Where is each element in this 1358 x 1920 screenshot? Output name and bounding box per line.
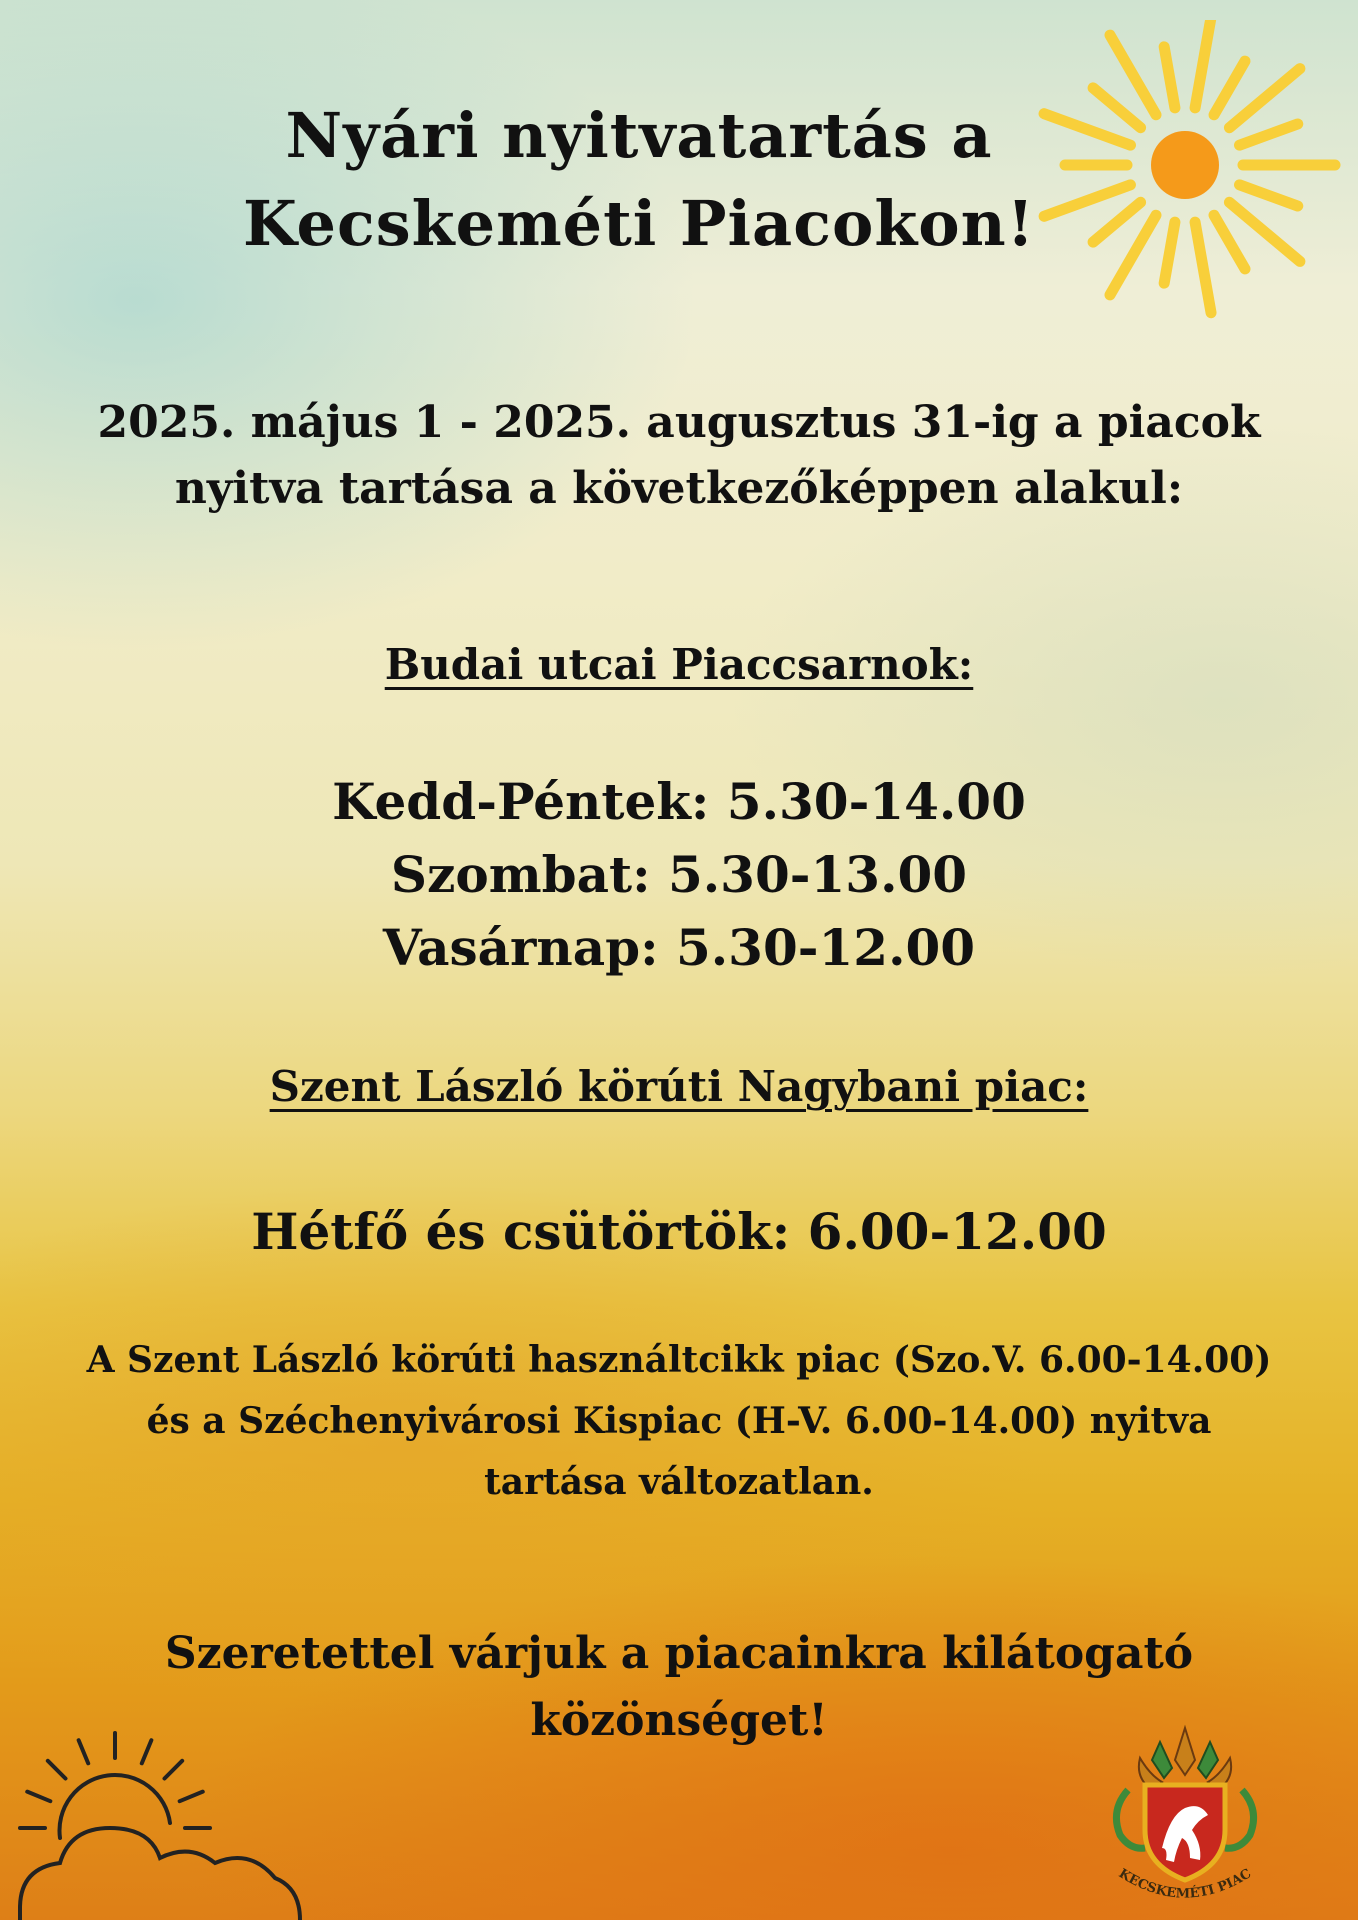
market-1-heading: Budai utcai Piaccsarnok: [384,640,974,689]
small-sun-ray [48,1761,66,1779]
sun-behind-cloud-icon [0,1728,340,1920]
kecskemet-market-crest-logo [1090,1720,1280,1920]
title-line-2: Kecskeméti Piacokon! [243,187,1035,260]
hours-mon-thu: Hétfő és csütörtök: 6.00-12.00 [251,1202,1107,1261]
small-sun-ray [79,1740,89,1763]
page-title [0,92,1358,268]
intro-text [0,390,1358,522]
small-sun-ray [27,1792,50,1802]
intro-line-1: 2025. május 1 - 2025. augusztus 31-ig a piacok [97,397,1261,448]
hours-saturday: Szombat: 5.30-13.00 [390,845,968,904]
market-2-hours [0,1195,1358,1268]
hours-sunday: Vasárnap: 5.30-12.00 [382,918,976,977]
note-line-3: tartása változatlan. [484,1461,874,1503]
logo-text-path: KECSKEMÉTI PIAC [1115,1866,1255,1902]
unchanged-markets-note [0,1330,1358,1513]
note-line-2: és a Széchenyivárosi Kispiac (H-V. 6.00-14.00) nyitva [146,1400,1212,1442]
closing-line-1: Szeretettel várjuk a piacainkra kilátogató [164,1628,1194,1679]
market-2-heading: Szent László körúti Nagybani piac: [269,1062,1089,1111]
title-line-1: Nyári nyitvatartás a [285,99,993,172]
small-sun-ray [164,1761,182,1779]
hours-tue-fri: Kedd-Péntek: 5.30-14.00 [332,772,1026,831]
note-line-1: A Szent László körúti használtcikk piac (Szo.V. 6.00-14.00) [86,1339,1272,1381]
small-sun-ray [142,1740,152,1763]
small-sun-ray [180,1792,203,1802]
market-1-hours [0,765,1358,984]
closing-line-2: közönséget! [530,1695,828,1746]
intro-line-2: nyitva tartása a következőképpen alakul: [174,463,1184,514]
